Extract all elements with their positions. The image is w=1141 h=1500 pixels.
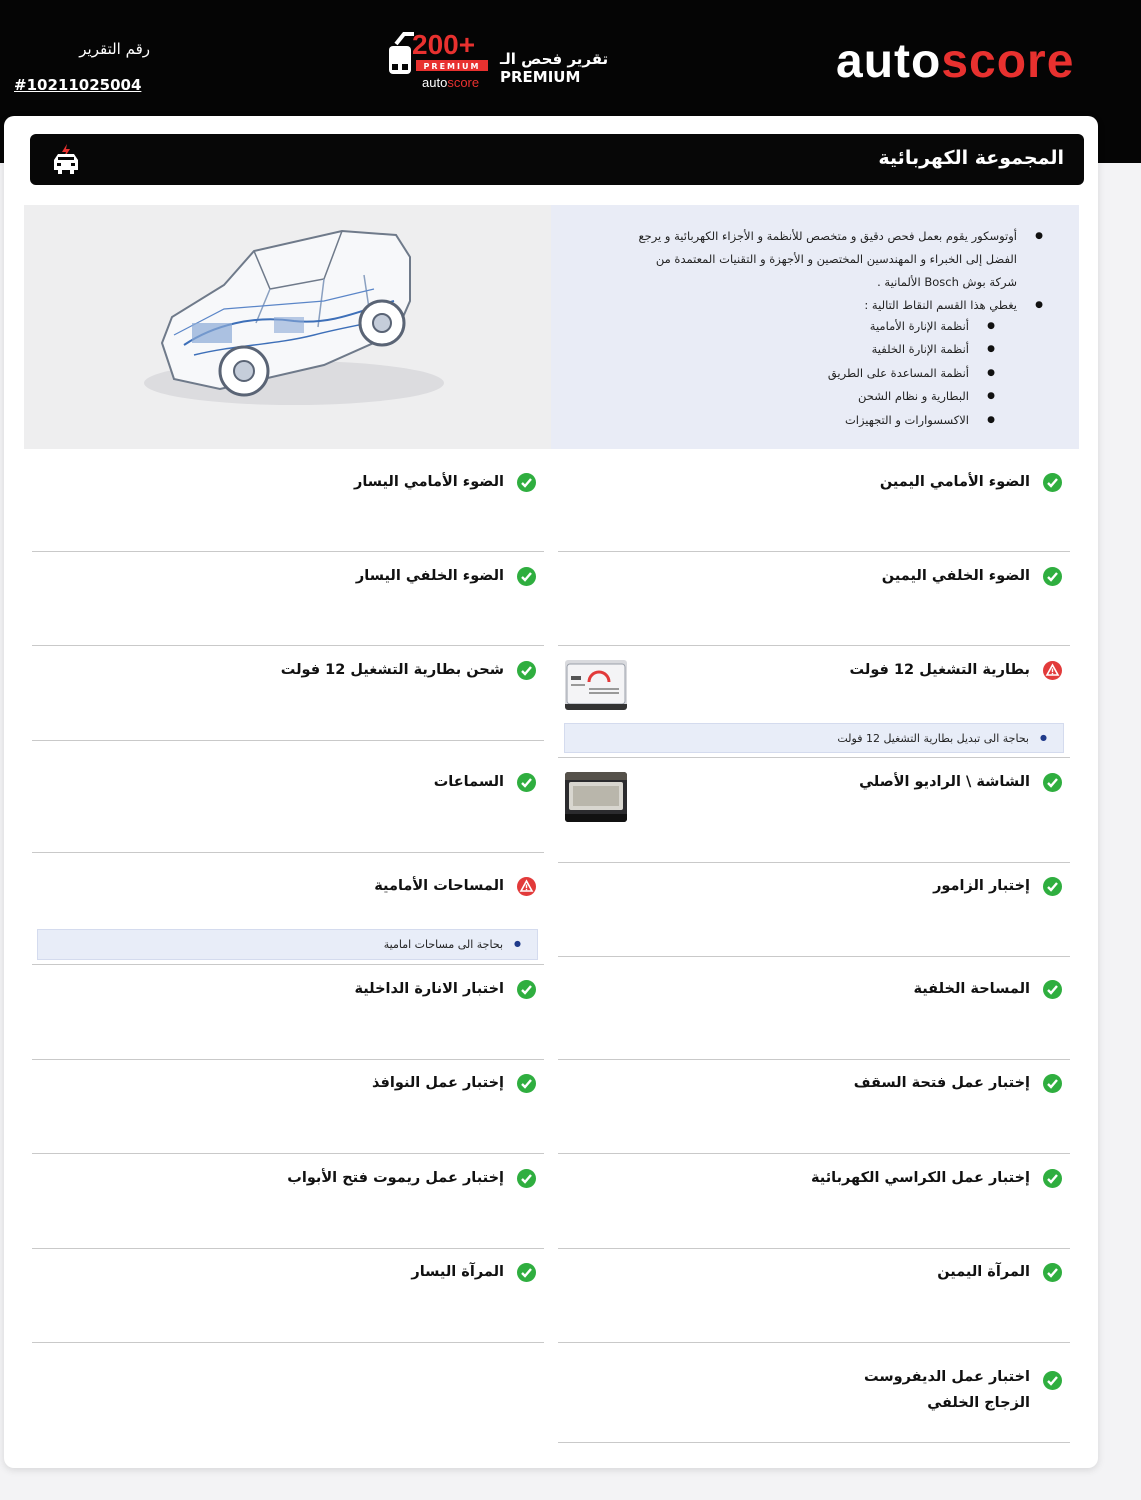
check-item-rear-defrost [560, 1369, 1070, 1411]
check-item-label: إختبار عمل فتحة السقف [853, 1075, 1030, 1091]
check-item-rear-light-left [30, 566, 544, 588]
check-item-label: الضوء الأمامي اليمين [879, 474, 1030, 490]
check-ok-icon [1043, 1169, 1062, 1188]
divider [558, 1442, 1070, 1443]
divider [558, 862, 1070, 863]
report-number-label: رقم التقرير [79, 40, 150, 58]
covers-item: ● الاكسسوارات و التجهيزات [828, 409, 969, 432]
intro-line: الفضل إلى الخبراء و المهندسين المختصين و الأجهزة و التقنيات المعتمدة من [655, 252, 1017, 266]
check-item-electric-seats [560, 1168, 1070, 1190]
divider [32, 1059, 544, 1060]
check-item-horn [560, 876, 1070, 898]
divider [32, 1248, 544, 1249]
check-ok-icon [517, 1074, 536, 1093]
check-ok-icon [517, 473, 536, 492]
check-item-label: اختبار عمل الديفروست الزجاج الخلفي [863, 1369, 1030, 1411]
divider [558, 1342, 1070, 1343]
check-item-sunroof [560, 1073, 1070, 1095]
check-ok-icon [1043, 980, 1062, 999]
check-item-rear-light-right [560, 566, 1070, 588]
svg-text:200+: 200+ [412, 30, 476, 60]
check-item-label: المساحة الخلفية [913, 981, 1030, 997]
check-ok-icon [517, 661, 536, 680]
divider [558, 645, 1070, 646]
autoscore-logo: autoscore [836, 35, 1075, 88]
check-ok-icon [1043, 473, 1062, 492]
divider [32, 1342, 544, 1343]
covers-list [828, 315, 969, 432]
covers-label: ● يغطي هذا القسم النقاط التالية : [617, 294, 1017, 317]
car-wiring-illustration [24, 205, 551, 449]
check-item-door-remote [30, 1168, 544, 1190]
check-item-battery-12v [560, 660, 1070, 682]
check-item-label: اختبار الانارة الداخلية [354, 981, 504, 997]
check-item-label: المرآة اليسار [411, 1264, 504, 1280]
wipers-note [37, 929, 538, 960]
premium-200-badge [386, 30, 490, 92]
report-number: #10211025004 [14, 76, 142, 94]
covers-item: ● أنظمة الإنارة الخلفية [828, 338, 969, 361]
check-item-label: المساحات الأمامية [374, 878, 504, 894]
divider [32, 1153, 544, 1154]
intro-line: أوتوسكور يقوم بعمل فحص دقيق و متخصص للأنظمة و الأجزاء الكهربائية و يرجع [638, 229, 1017, 243]
check-item-speakers [30, 772, 544, 794]
covers-item: ● البطارية و نظام الشحن [828, 385, 969, 408]
check-item-label: إختبار عمل النوافذ [372, 1075, 504, 1091]
radio-screen-photo[interactable] [565, 772, 627, 822]
check-ok-icon [517, 980, 536, 999]
check-item-interior-lights [30, 979, 544, 1001]
check-item-label: السماعات [433, 774, 504, 790]
check-ok-icon [517, 567, 536, 586]
check-item-label: إختبار الزامور [933, 878, 1030, 894]
covers-item: ● أنظمة الإنارة الأمامية [828, 315, 969, 338]
check-item-rear-wiper [560, 979, 1070, 1001]
car-electric-icon [48, 142, 84, 178]
divider [558, 956, 1070, 957]
check-item-mirror-right [560, 1262, 1070, 1284]
battery-tester-photo[interactable] [565, 660, 627, 710]
check-item-front-light-right [560, 472, 1070, 494]
check-item-label: المرآة اليمين [937, 1264, 1030, 1280]
divider [558, 551, 1070, 552]
check-item-battery-charging [30, 660, 544, 682]
check-item-label: الشاشة \ الراديو الأصلي [859, 774, 1030, 790]
check-item-front-wipers [30, 876, 544, 898]
check-item-label: الضوء الخلفي اليمين [881, 568, 1030, 584]
divider [558, 1059, 1070, 1060]
section-title: المجموعة الكهربائية [878, 147, 1064, 169]
check-item-mirror-left [30, 1262, 544, 1284]
divider [558, 1248, 1070, 1249]
divider [32, 964, 544, 965]
warning-icon [517, 877, 536, 896]
check-item-label: إختبار عمل ريموت فتح الأبواب [287, 1170, 504, 1186]
check-ok-icon [1043, 1371, 1062, 1390]
check-ok-icon [517, 1263, 536, 1282]
check-ok-icon [1043, 1074, 1062, 1093]
check-item-front-light-left [30, 472, 544, 494]
divider [32, 645, 544, 646]
check-ok-icon [517, 773, 536, 792]
battery-note [564, 723, 1064, 753]
note-text: بحاجة الى مساحات امامية [383, 938, 503, 951]
divider [32, 740, 544, 741]
bullet-icon: ● [1040, 733, 1047, 742]
section-header [30, 134, 1084, 185]
section-intro [551, 205, 1079, 449]
check-item-label: شحن بطارية التشغيل 12 فولت [280, 662, 504, 678]
intro-list [617, 225, 1017, 317]
check-ok-icon [1043, 877, 1062, 896]
warning-icon [1043, 661, 1062, 680]
check-item-windows [30, 1073, 544, 1095]
bullet-icon: ● [514, 939, 521, 948]
premium-report-title: تقرير فحص الـ PREMIUM [500, 50, 609, 86]
check-ok-icon [1043, 567, 1062, 586]
check-ok-icon [1043, 1263, 1062, 1282]
divider [558, 1153, 1070, 1154]
note-text: بحاجة الى تبديل بطارية التشغيل 12 فولت [837, 732, 1029, 745]
svg-text:autoscore: autoscore [422, 75, 480, 90]
check-item-radio [560, 772, 1070, 794]
svg-text:PREMIUM: PREMIUM [423, 62, 481, 71]
divider [32, 852, 544, 853]
intro-paragraph [617, 225, 1017, 294]
divider [32, 551, 544, 552]
check-ok-icon [1043, 773, 1062, 792]
covers-item: ● أنظمة المساعدة على الطريق [828, 362, 969, 385]
check-item-label: إختبار عمل الكراسي الكهربائية [810, 1170, 1030, 1186]
divider [558, 757, 1070, 758]
check-item-label: الضوء الخلفي اليسار [355, 568, 504, 584]
intro-line: شركة بوش Bosch الألمانية . [877, 275, 1017, 289]
check-ok-icon [517, 1169, 536, 1188]
check-item-label: بطارية التشغيل 12 فولت [849, 662, 1030, 678]
check-item-label: الضوء الأمامي اليسار [353, 474, 504, 490]
